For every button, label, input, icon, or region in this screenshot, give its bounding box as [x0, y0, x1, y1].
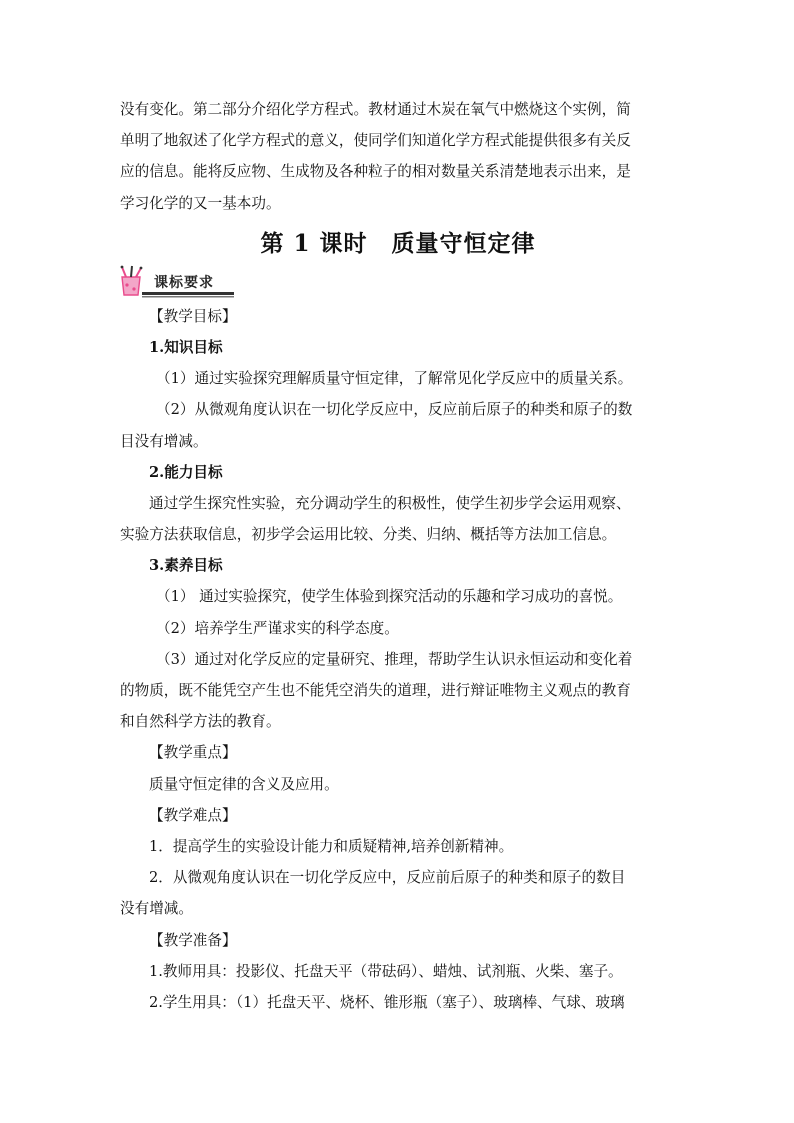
knowledge-line: （1）通过实验探究理解质量守恒定律，了解常见化学反应中的质量关系。 — [156, 370, 633, 388]
knowledge-line: （2）从微观角度认识在一切化学反应中，反应前后原子的种类和原子的数 — [156, 401, 633, 419]
literacy-line: 和自然科学方法的教育。 — [120, 713, 281, 731]
literacy-line: （2）培养学生严谨求实的科学态度。 — [156, 619, 399, 637]
badge-label: 课标要求 — [154, 274, 214, 291]
intro-line: 应的信息。能将反应物、生成物及各种粒子的相对数量关系清楚地表示出来，是 — [120, 163, 631, 181]
literacy-line: 的物质，既不能凭空产生也不能凭空消失的道理，进行辩证唯物主义观点的教育 — [120, 682, 631, 699]
knowledge-line: 目没有增减。 — [120, 432, 208, 450]
preparation-heading: 【教学准备】 — [149, 931, 237, 949]
key-points-heading: 【教学重点】 — [149, 744, 237, 762]
lesson-topic: 质量守恒定律 — [391, 229, 536, 257]
literacy-line: （1） 通过实验探究，使学生体验到探究活动的乐趣和学习成功的喜悦。 — [156, 588, 623, 606]
preparation-line: 1.教师用具：投影仪、托盘天平（带砝码）、蜡烛、试剂瓶、火柴、塞子。 — [149, 962, 623, 980]
key-points-text: 质量守恒定律的含义及应用。 — [149, 775, 339, 793]
document-page — [120, 94, 676, 1018]
difficulty-line: 2．从微观角度认识在一切化学反应中，反应前后原子的种类和原子的数目 — [149, 869, 626, 887]
literacy-line: （3）通过对化学反应的定量研究、推理，帮助学生认识永恒运动和变化着 — [156, 650, 633, 668]
ability-line: 通过学生探究性实验，充分调动学生的积极性，使学生初步学会运用观察、 — [149, 494, 631, 512]
lesson-number: 第 1 课时 — [260, 229, 368, 257]
section-badge — [120, 265, 676, 301]
ability-heading: 2.能力目标 — [149, 463, 223, 481]
intro-line: 没有变化。第二部分介绍化学方程式。教材通过木炭在氧气中燃烧这个实例，简 — [120, 101, 631, 118]
goals-heading: 【教学目标】 — [149, 307, 237, 325]
lesson-title — [120, 223, 676, 265]
knowledge-heading: 1.知识目标 — [149, 338, 223, 356]
difficulty-line: 没有增减。 — [120, 900, 193, 918]
preparation-line: 2.学生用具：（1）托盘天平、烧杯、锥形瓶（塞子）、玻璃棒、气球、玻璃 — [149, 993, 625, 1011]
difficulties-heading: 【教学难点】 — [149, 806, 237, 824]
intro-line: 学习化学的又一基本功。 — [120, 194, 281, 212]
ability-line: 实验方法获取信息，初步学会运用比较、分类、归纳、概括等方法加工信息。 — [120, 526, 617, 544]
intro-line: 单明了地叙述了化学方程式的意义，使同学们知道化学方程式能提供很多有关反 — [120, 132, 631, 150]
difficulty-line: 1．提高学生的实验设计能力和质疑精神,培养创新精神。 — [149, 837, 514, 855]
literacy-heading: 3.素养目标 — [149, 557, 223, 575]
